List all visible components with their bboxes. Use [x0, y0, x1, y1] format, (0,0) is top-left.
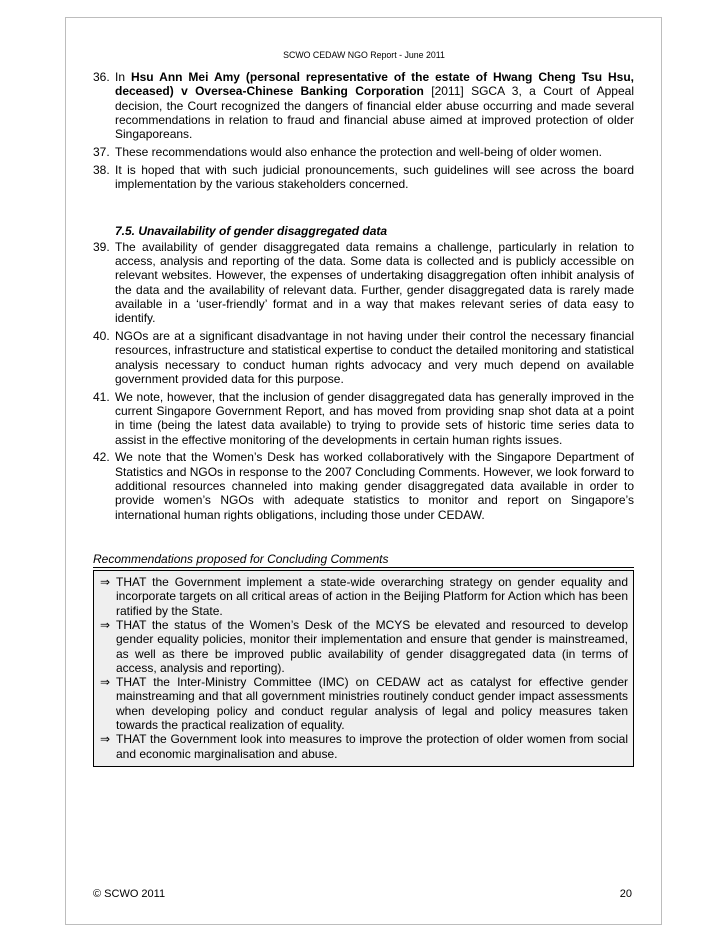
paragraph-text: We note that the Women’s Desk has worked collaboratively with the Singapore Department of Statistics and NGOs in response to the 2007 Concluding Comments. However, we look forward to additional resources channeled into making gender disaggregated data available in order to provide women’s NGOs with adequate statistics to monitor and report on Singapore’s international human rights obligations, including those under CEDAW. — [115, 450, 634, 522]
page-number: 20 — [619, 888, 632, 900]
paragraph-40 — [93, 329, 634, 386]
recommendation-item — [94, 675, 628, 732]
running-header: SCWO CEDAW NGO Report - June 2011 — [283, 50, 445, 60]
recommendation-text: THAT the Government implement a state-wide overarching strategy on gender equality and incorporate targets on all critical areas of action in the Beijing Platform for Action which has been ratified by the State. — [116, 575, 628, 618]
paragraph-number: 40. — [93, 328, 110, 343]
paragraph-number: 36. — [93, 70, 110, 84]
arrow-icon: ⇒ — [99, 618, 111, 632]
paragraph-42 — [93, 450, 634, 521]
paragraph-text: NGOs are at a significant disadvantage in not having under their control the necessary financial resources, infrastructure and statistical expertise to conduct the detailed monitoring and statistical analysis necessary to conduct human rights advocacy and very much depend on available government provided data for this purpose. — [115, 328, 634, 386]
recommendation-text: THAT the Inter-Ministry Committee (IMC) on CEDAW act as catalyst for effective gender mainstreaming and that all government ministries routinely conduct gender impact assessments when developing policy and conduct regular analysis of legal and policy measures taken towards the practical realization of equality. — [116, 675, 628, 733]
paragraph-text: We note, however, that the inclusion of gender disaggregated data has generally improved in the current Singapore Government Report, and has moved from providing snap shot data at a point in time (being the latest data available) to trying to provide sets of historic time series data to assist in the effective monitoring of the developments in certain human rights issues. — [115, 389, 634, 447]
paragraph-number: 38. — [93, 162, 110, 177]
paragraph-text: It is hoped that with such judicial pronouncements, such guidelines will see across the board implementation by the various stakeholders concerned. — [115, 162, 634, 192]
paragraph-number: 42. — [93, 450, 110, 465]
paragraph-text: In Hsu Ann Mei Amy (personal representative of the estate of Hwang Cheng Tsu Hsu, deceased) v Oversea-Chinese Banking Corporation [2011] SGCA 3, a Court of Appeal decision, the Court recognized the dangers of financial elder abuse occurring and made several recommendations in relation to fraud and financial abuse aimed at improved protection of older Singaporeans. — [115, 70, 635, 142]
paragraph-text: These recommendations would also enhance the protection and well-being of older women. — [115, 144, 602, 159]
paragraph-39 — [93, 240, 634, 326]
paragraph-number: 41. — [93, 389, 110, 404]
arrow-icon: ⇒ — [99, 732, 111, 747]
footer-copyright: © SCWO 2011 — [93, 888, 166, 900]
arrow-icon: ⇒ — [99, 575, 111, 590]
recommendation-item — [94, 732, 628, 761]
section-heading: 7.5. Unavailability of gender disaggregated data — [115, 224, 388, 239]
recommendations-heading: Recommendations proposed for Concluding Comments — [93, 552, 634, 568]
paragraph-36 — [93, 70, 634, 141]
recommendation-item — [94, 575, 628, 618]
paragraph-37 — [93, 145, 634, 159]
paragraph-41 — [93, 390, 634, 447]
paragraph-number: 37. — [93, 144, 110, 159]
arrow-icon: ⇒ — [99, 675, 111, 690]
recommendation-text: THAT the status of the Women’s Desk of the MCYS be elevated and resourced to develop gender equality policies, monitor their implementation and ensure that gender is mainstreamed, as well as there be improved public availability of gender disaggregated data (in terms of access, analysis and reporting). — [116, 618, 628, 675]
paragraph-text: The availability of gender disaggregated data remains a challenge, particularly in relation to access, analysis and reporting of the data. Some data is collected and is publicly accessible on relevant websites. However, the expenses of undertaking disaggregation often inhibit analysis of the data and the availability of relevant data. Further, gender disaggregated data is rarely made available in a ‘user-friendly’ format and in a way that makes relevant series of data easy to identify. — [115, 239, 634, 326]
paragraph-38 — [93, 163, 634, 192]
recommendations-box — [93, 570, 634, 767]
case-name: Hsu Ann Mei Amy (personal representative of the estate of Hwang Cheng Tsu Hsu, deceased) v Oversea-Chinese Banking Corporation — [115, 70, 635, 99]
recommendation-text: THAT the Government look into measures to improve the protection of older women from social and economic marginalisation and abuse. — [116, 732, 628, 761]
document-body — [93, 70, 634, 767]
recommendation-item — [94, 618, 628, 675]
paragraph-number: 39. — [93, 239, 110, 254]
